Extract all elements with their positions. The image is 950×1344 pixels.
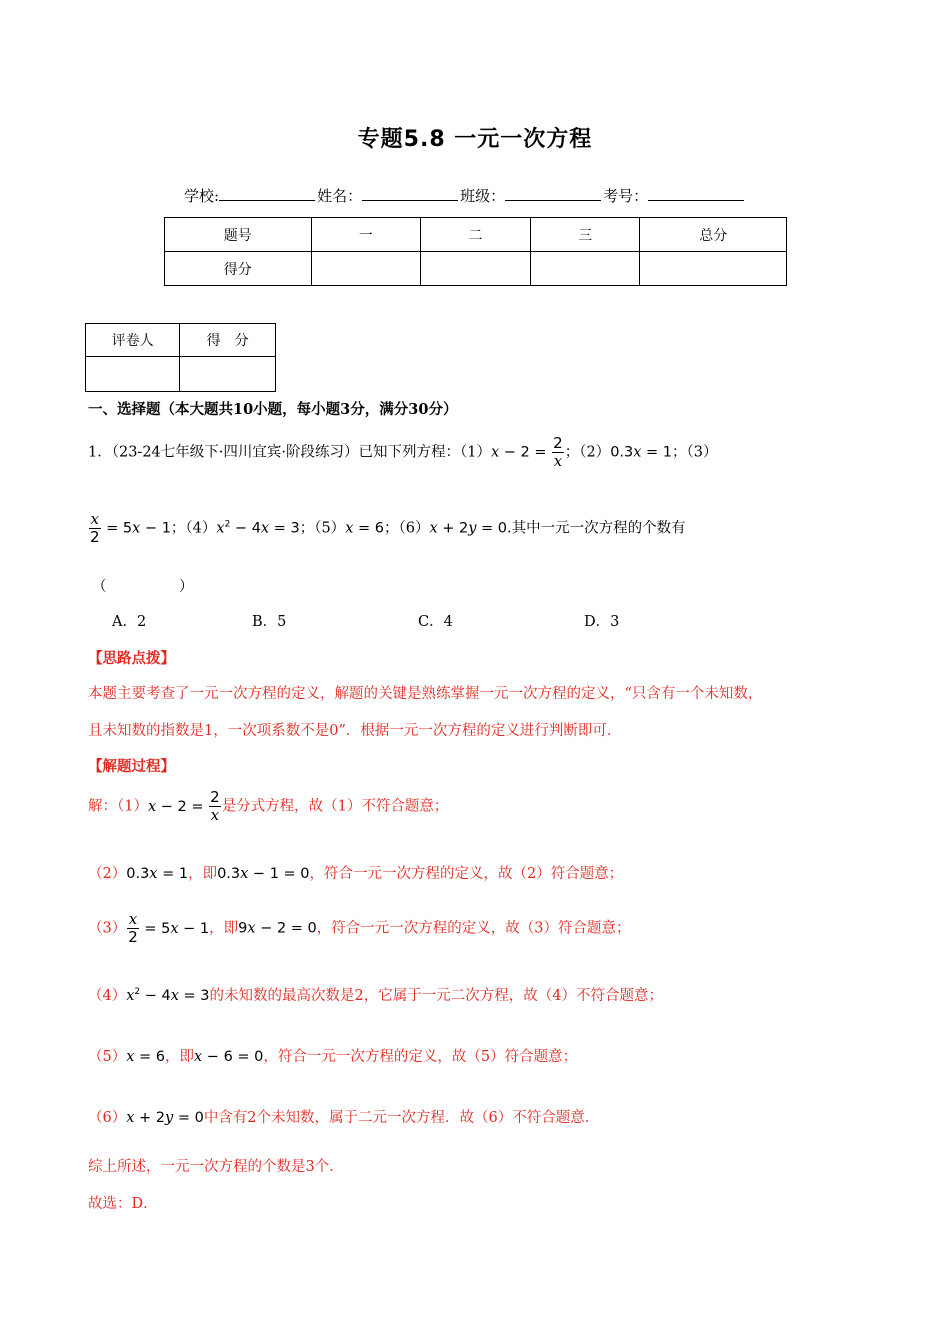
score-cell[interactable] [530, 252, 640, 286]
label-1: （1） [460, 444, 491, 461]
step-label: （3） [88, 920, 127, 937]
step-label: （4） [88, 988, 127, 1004]
grader-table [85, 323, 276, 392]
hint-line-1: 本题主要考查了一元一次方程的定义，解题的关键是熟练掌握一元一次方程的定义，“只含有一个未知数， [88, 686, 763, 702]
solution-step-2: （2）0.3x = 1，即0.3x − 1 = 0，符合一元一次方程的定义，故（2）符合题意； [88, 866, 624, 882]
score-table [164, 217, 787, 286]
step-text: ，符合一元一次方程的定义，故（3）符合题意； [316, 920, 631, 937]
question-line-2: $\frac{x}{2}$ = 5x − 1；$(4)x^2 - 4x = 3$；（5）x = 6；（6）x + 2y = 0.其中一元一次方程的个数有 [90, 510, 686, 546]
number-blank [648, 186, 744, 201]
school-blank [219, 186, 315, 201]
grader-cell[interactable] [180, 357, 276, 392]
score-cell[interactable] [640, 252, 787, 286]
solution-step-4: $(4)x^2 - 4x = 3$的未知数的最高次数是2，它属于一元二次方程，故（4）不符合题意； [88, 987, 663, 1004]
class-blank [505, 186, 601, 201]
fraction: $\frac{2}{x}$ [553, 434, 563, 470]
step-text: 的未知数的最高次数是2，它属于一元二次方程，故（4）不符合题意； [209, 988, 663, 1004]
solution-step-3: （3） $\frac{x}{2}$ = 5x − 1，即9x − 2 = 0，符合一元一次方程的定义，故（3）符合题意； [88, 910, 631, 946]
grader-cell[interactable] [86, 357, 180, 392]
score-header-cell: 总分 [640, 218, 787, 252]
solution-step-5: （5）x = 6，即x − 6 = 0，符合一元一次方程的定义，故（5）符合题意； [88, 1049, 578, 1065]
student-info-line [184, 185, 746, 206]
step-label: 解：（1） [88, 798, 148, 815]
option-b[interactable]: B．5 [252, 614, 287, 630]
number-label: 考号： [603, 187, 649, 205]
step-label: （5） [88, 1049, 127, 1065]
page-title: 专题5.8 一元一次方程 [357, 127, 593, 152]
grader-label: 评卷人 [86, 324, 180, 357]
grader-score-label: 得 分 [180, 324, 276, 357]
score-cell[interactable] [421, 252, 531, 286]
question-source: （23-24七年级下·四川宜宾·阶段练习）已知下列方程： [111, 444, 461, 461]
step-text: 是分式方程，故（1）不符合题意； [221, 798, 449, 815]
solution-header: 【解题过程】 [88, 758, 175, 775]
school-label: 学校: [184, 187, 220, 205]
name-blank [362, 186, 458, 201]
step-text: ，符合一元一次方程的定义，故（2）符合题意； [309, 866, 624, 882]
step-text: 中含有2个未知数，属于二元一次方程．故（6）不符合题意． [203, 1110, 600, 1126]
section-heading: 一、选择题（本大题共10小题，每小题3分，满分30分） [88, 401, 458, 418]
label-3: ；（3） [672, 444, 718, 461]
option-a[interactable]: A．2 [112, 614, 147, 630]
score-header-cell: 一 [311, 218, 421, 252]
hint-header: 【思路点拨】 [88, 650, 175, 667]
hint-line-2: 且未知数的指数是1，一次项系数不是0”．根据一元一次方程的定义进行判断即可． [88, 723, 622, 739]
fraction: $\frac{x}{2}$ [90, 510, 100, 546]
score-header-cell: 题号 [165, 218, 312, 252]
solution-step-1: 解：（1）x − 2 = $\frac{2}{x}$ 是分式方程，故（1）不符合题意； [88, 788, 449, 824]
option-d[interactable]: D．3 [584, 614, 620, 630]
fraction: $\frac{2}{x}$ [210, 788, 220, 824]
answer-bracket: （ ） [92, 579, 194, 595]
solution-step-6: （6）x + 2y = 0中含有2个未知数，属于二元一次方程．故（6）不符合题意． [88, 1110, 600, 1126]
label-4: ；（4） [170, 520, 217, 537]
step-text: ，符合一元一次方程的定义，故（5）符合题意； [263, 1049, 578, 1065]
class-label: 班级： [460, 187, 506, 205]
score-row-label: 得分 [165, 252, 312, 286]
option-c[interactable]: C．4 [418, 614, 453, 630]
score-header-cell: 二 [421, 218, 531, 252]
question-number: 1． [88, 444, 112, 461]
step-label: （6） [88, 1110, 127, 1126]
label-2: ；（2） [564, 444, 611, 461]
label-6: ；（6） [383, 520, 430, 537]
question-tail: .其中一元一次方程的个数有 [507, 520, 686, 537]
step-label: （2） [88, 866, 127, 882]
fraction: $\frac{x}{2}$ [128, 910, 138, 946]
label-5: ；（5） [299, 520, 346, 537]
score-cell[interactable] [311, 252, 421, 286]
solution-answer: 故选：D． [88, 1196, 158, 1212]
score-header-cell: 三 [530, 218, 640, 252]
step-text: ，即 [188, 866, 218, 882]
name-label: 姓名： [317, 187, 363, 205]
step-text: ，即 [209, 920, 239, 937]
question-line-1: 1．（23-24七年级下·四川宜宾·阶段练习）已知下列方程：（1）x − 2 = $\frac{2}{x}$ ；（2）0.3x = 1；（3） [88, 434, 718, 470]
step-text: ，即 [165, 1049, 195, 1065]
solution-summary: 综上所述，一元一次方程的个数是3个． [88, 1159, 344, 1175]
